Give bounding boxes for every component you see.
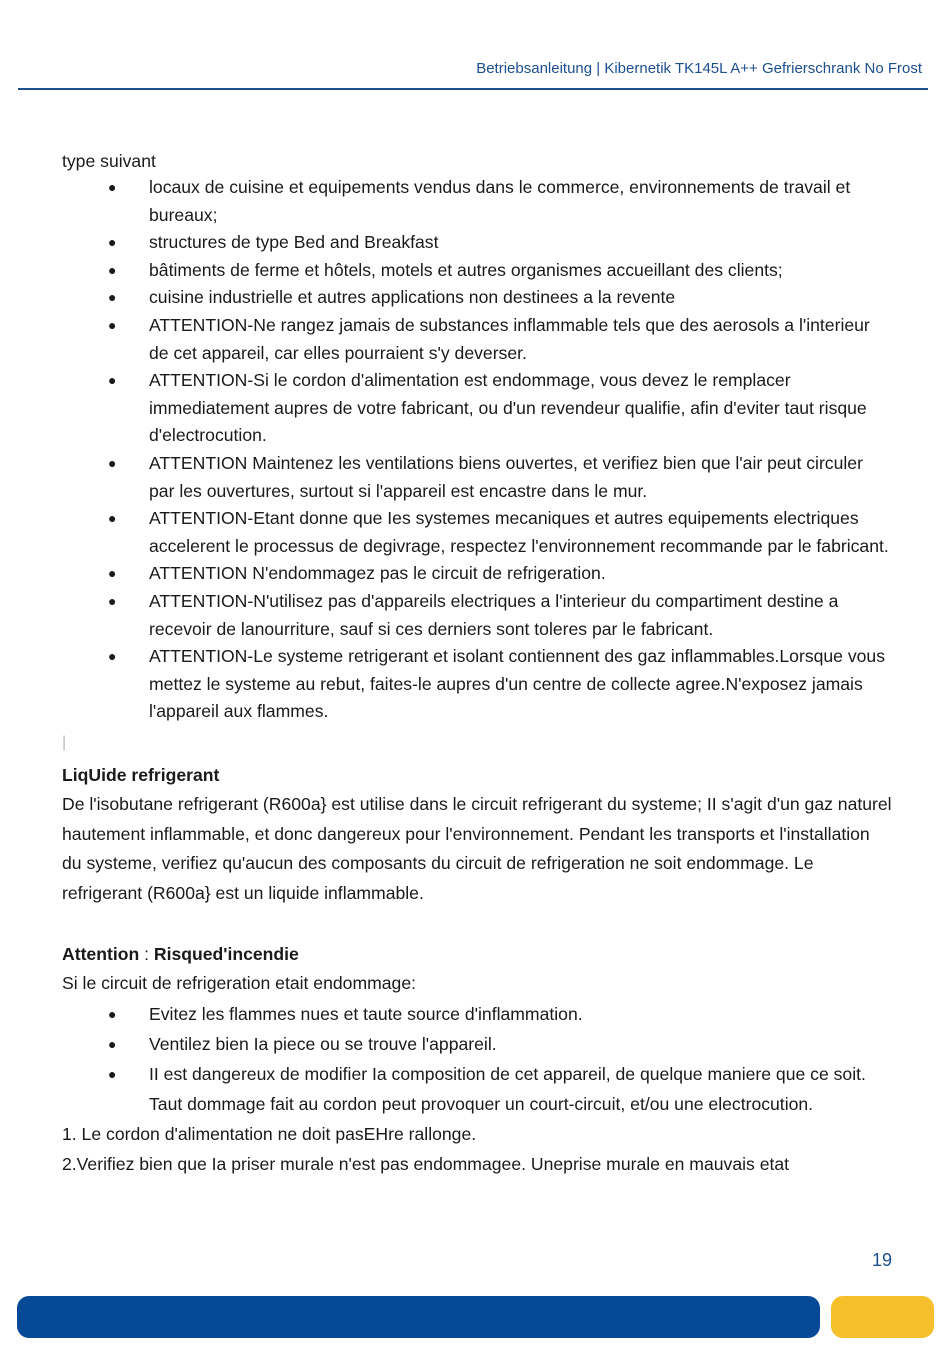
bullet-icon: ● xyxy=(108,1005,117,1022)
header-title: Betriebsanleitung | Kibernetik TK145L A++ Gefrierschrank No Frost xyxy=(476,60,922,77)
fire-risk-bullet-list xyxy=(62,999,892,1119)
bullet-item: ● ATTENTION-N'utilisez pas d'appareils electriques a l'interieur du compartiment destine a recevoir de lanourriture, sauf si ces derniers sont toleres par le fabricant. xyxy=(62,588,892,643)
bullet-icon: ● xyxy=(108,454,117,471)
refrigerant-heading: LiqUide refrigerant xyxy=(62,764,220,785)
fire-risk-intro: Si le circuit de refrigeration etait endommage: xyxy=(62,973,417,994)
separator-mark: | xyxy=(62,733,67,751)
bullet-icon: ● xyxy=(108,1035,117,1052)
bullet-icon: ● xyxy=(108,648,117,665)
bullet-icon: ● xyxy=(108,592,117,609)
bullet-icon: ● xyxy=(108,372,117,389)
bullet-item: ● II est dangereux de modifier Ia composition de cet appareil, de quelque maniere que ce soit. Taut dommage fait au cordon peut provoquer un court-circuit, et/ou une electrocution. xyxy=(62,1059,892,1119)
bullet-item: ● ATTENTION N'endommagez pas le circuit de refrigeration. xyxy=(62,560,892,588)
fire-risk-heading xyxy=(62,939,892,969)
numbered-list xyxy=(62,1119,892,1179)
intro-text: type suivant xyxy=(62,151,156,171)
usage-bullet-list xyxy=(62,174,892,726)
fire-risk-heading-separator: : xyxy=(139,944,154,965)
bullet-item: ● cuisine industrielle et autres applications non destinees a la revente xyxy=(62,284,892,312)
bullet-icon: ● xyxy=(108,289,117,306)
fire-risk-heading-prefix: Attention xyxy=(62,944,140,965)
numbered-item: 2.Verifiez bien que Ia priser murale n'est pas endommagee. Uneprise murale en mauvais etat xyxy=(62,1153,790,1174)
bullet-icon: ● xyxy=(108,510,117,527)
bullet-icon: ● xyxy=(108,179,117,195)
bullet-item: ● ATTENTION-Ne rangez jamais de substances inflammable tels que des aerosols a l'interieur de cet appareil, car elles pourraient s'y deverser. xyxy=(62,312,892,367)
footer-bar-blue xyxy=(17,1296,820,1338)
bullet-item: ● locaux de cuisine et equipements vendus dans le commerce, environnements de travail et bureaux; xyxy=(62,174,892,229)
page-header xyxy=(18,56,928,90)
bullet-icon: ● xyxy=(108,1065,117,1082)
page-content xyxy=(62,148,892,1179)
page-number: 19 xyxy=(871,1250,892,1270)
bullet-item: ● Evitez les flammes nues et taute source d'inflammation. xyxy=(62,999,892,1029)
bullet-icon: ● xyxy=(108,565,117,582)
numbered-item: 1. Le cordon d'alimentation ne doit pasEHre rallonge. xyxy=(62,1123,477,1144)
bullet-item: ● Ventilez bien Ia piece ou se trouve l'appareil. xyxy=(62,1029,892,1059)
bullet-item: ● ATTENTION-Le systeme retrigerant et isolant contiennent des gaz inflammables.Lorsque vous mettez le systeme au rebut, faites-le aupres d'un centre de collecte agree.N'exposez jamais l'appareil aux flammes. xyxy=(62,643,892,726)
bullet-item: ● ATTENTION Maintenez les ventilations biens ouvertes, et verifiez bien que l'air peut circuler par les ouvertures, surtout si l'appareil est encastre dans le mur. xyxy=(62,450,892,505)
bullet-icon: ● xyxy=(108,316,117,333)
bullet-item: ● bâtiments de ferme et hôtels, motels et autres organismes accueillant des clients; xyxy=(62,257,892,285)
bullet-icon: ● xyxy=(108,234,117,251)
bullet-icon: ● xyxy=(108,261,117,278)
section-spacer xyxy=(62,909,892,939)
bullet-item: ● structures de type Bed and Breakfast xyxy=(62,229,892,257)
bullet-item: ● ATTENTION-Etant donne que Ies systemes mecaniques et autres equipements electriques accelerent le processus de degivrage, respectez l'environnement recommande par le fabricant. xyxy=(62,505,892,560)
fire-risk-heading-main: Risqued'incendie xyxy=(153,944,299,965)
refrigerant-paragraph: De l'isobutane refrigerant (R600a} est utilise dans le circuit refrigerant du systeme; II s'agit d'un gaz naturel hautement inflammable, et donc dangereux pour l'environnement. Pendant les transports et l'installation du systeme, verifiez qu'aucun des composants du circuit de refrigeration ne soit endommage. Le refrigerant (R600a} est un liquide inflammable. xyxy=(62,793,892,904)
bullet-item: ● ATTENTION-Si le cordon d'alimentation est endommage, vous devez le remplacer immediatement aupres de votre fabricant, ou d'un revendeur qualifie, afin d'eviter taut risque d'electrocution. xyxy=(62,367,892,450)
footer-bar-yellow xyxy=(831,1296,934,1338)
